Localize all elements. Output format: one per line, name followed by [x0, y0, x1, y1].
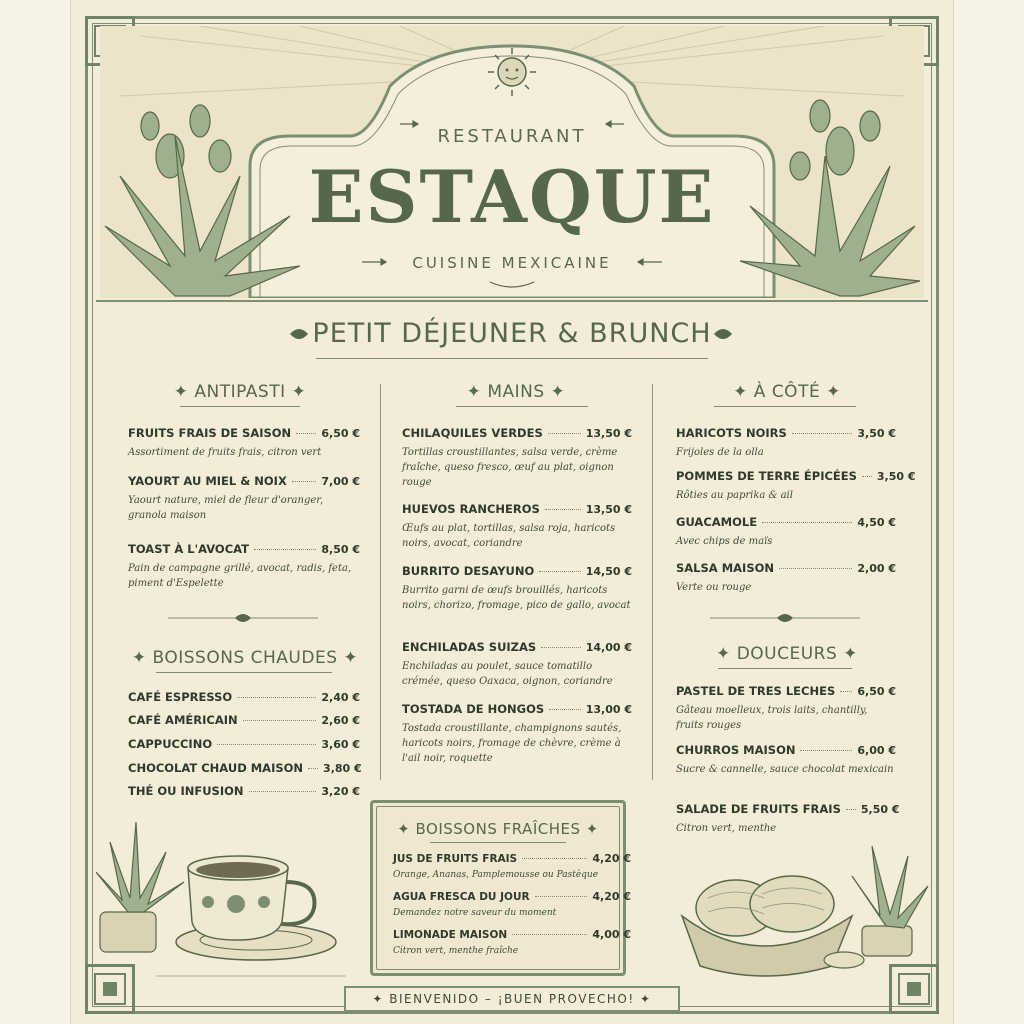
menu-item: [128, 474, 360, 523]
menu-header: [100, 26, 924, 298]
column-divider: [652, 384, 653, 780]
item-description: Demandez notre saveur du moment: [393, 908, 557, 918]
item-description: Burrito garni de œufs brouillés, haricots noirs, chorizo, fromage, pico de gallo, avocat: [402, 585, 631, 611]
item-price: 4,00 €: [592, 928, 631, 941]
item-name: CHURROS MAISON: [676, 743, 796, 757]
item-name: TOSTADA DE HONGOS: [402, 702, 545, 716]
item-name: HUEVOS RANCHEROS: [402, 502, 540, 516]
menu-item: [393, 852, 631, 883]
item-price: 4,20 €: [592, 852, 631, 865]
item-description: Rôties au paprika & ail: [676, 490, 793, 501]
item-price: 5,50 €: [860, 803, 900, 816]
section-rule: [714, 406, 856, 407]
item-name: SALADE DE FRUITS FRAIS: [676, 802, 841, 816]
footer-greeting: ✦ BIENVENIDO – ¡BUEN PROVECHO! ✦: [344, 986, 680, 1012]
coffee-cup-illustration: [96, 812, 356, 984]
menu-item: [676, 743, 896, 777]
section-rule: [156, 672, 332, 673]
menu-item: [128, 784, 360, 798]
cuisine-subtitle: CUISINE MEXICAINE: [412, 254, 612, 272]
item-price: 6,50 €: [857, 685, 896, 698]
menu-item: [676, 561, 896, 595]
menu-item: [128, 542, 360, 591]
item-price: 14,50 €: [585, 565, 632, 578]
section-rule: [718, 668, 852, 669]
item-price: 14,00 €: [585, 641, 632, 654]
item-price: 3,50 €: [857, 427, 896, 440]
divider-ornament-icon: [710, 610, 860, 626]
section-title-antipasti: ✦ ANTIPASTI ✦: [173, 382, 307, 402]
section-title-a-cote: ✦ À CÔTÉ ✦: [733, 382, 841, 402]
section-rule: [456, 406, 588, 407]
column-divider: [380, 384, 381, 780]
item-name: CHOCOLAT CHAUD MAISON: [128, 761, 304, 775]
item-price: 2,00 €: [857, 562, 896, 575]
item-description: Avec chips de maïs: [676, 536, 773, 547]
item-price: 6,00 €: [857, 744, 896, 757]
item-price: 4,20 €: [592, 890, 631, 903]
item-name: FRUITS FRAIS DE SAISON: [128, 426, 292, 440]
agave-icon: [852, 846, 928, 956]
item-name: AGUA FRESCA DU JOUR: [393, 891, 530, 903]
section-title-mains: ✦ MAINS ✦: [466, 382, 566, 402]
item-description: Tostada croustillante, champignons sautés, haricots noirs, fromage de chèvre, crème à l'ail noir, roquette: [402, 723, 622, 764]
menu-title: PETIT DÉJEUNER & BRUNCH: [312, 318, 712, 349]
item-description: Frijoles de la olla: [676, 447, 764, 458]
section-title-douceurs: ✦ DOUCEURS ✦: [716, 644, 858, 664]
item-name: SALSA MAISON: [676, 561, 775, 575]
item-price: 13,50 €: [585, 503, 632, 516]
agave-icon: [96, 822, 184, 952]
item-price: 13,00 €: [585, 703, 632, 716]
item-price: 2,60 €: [321, 714, 360, 727]
item-price: 3,80 €: [323, 762, 362, 775]
menu-item: [402, 702, 632, 766]
item-description: Orange, Ananas, Pamplemousse ou Pastèque: [393, 870, 599, 880]
item-name: LIMONADE MAISON: [393, 929, 508, 941]
menu-item: [676, 515, 896, 549]
item-description: Yaourt nature, miel de fleur d'oranger, granola maison: [128, 495, 324, 521]
item-name: TOAST À L'AVOCAT: [128, 542, 249, 556]
menu-item: [402, 640, 632, 689]
item-name: HARICOTS NOIRS: [676, 426, 787, 440]
item-description: Œufs au plat, tortillas, salsa roja, haricots noirs, avocat, coriandre: [402, 523, 616, 549]
menu-item: [128, 761, 360, 775]
menu-item: [402, 502, 632, 551]
section-title-boissons-chaudes: ✦ BOISSONS CHAUDES ✦: [131, 648, 359, 668]
divider-ornament-icon: [168, 610, 318, 626]
item-name: YAOURT AU MIEL & NOIX: [128, 474, 287, 488]
item-price: 7,00 €: [321, 475, 360, 488]
item-price: 2,40 €: [321, 691, 360, 704]
item-price: 3,20 €: [321, 785, 360, 798]
item-price: 13,50 €: [585, 427, 632, 440]
menu-item: [402, 426, 632, 490]
restaurant-label: RESTAURANT: [437, 126, 587, 147]
item-name: POMMES DE TERRE ÉPICÉES: [676, 469, 857, 483]
menu-item: [128, 426, 360, 460]
item-name: BURRITO DESAYUNO: [402, 564, 535, 578]
menu-item: [402, 564, 632, 613]
item-description: Citron vert, menthe fraîche: [393, 946, 519, 956]
title-rule: [316, 358, 708, 359]
menu-item: [676, 802, 900, 836]
menu-item: [393, 928, 631, 959]
item-price: 3,50 €: [876, 470, 916, 483]
item-price: 8,50 €: [321, 543, 360, 556]
menu-item: [128, 737, 360, 751]
item-name: JUS DE FRUITS FRAIS: [393, 853, 518, 865]
item-name: CAFÉ AMÉRICAIN: [128, 713, 238, 727]
section-rule: [180, 406, 300, 407]
menu-item: [676, 684, 896, 733]
menu-item: [676, 469, 916, 503]
menu-item: [676, 426, 896, 460]
menu-item: [128, 713, 360, 727]
item-description: Tortillas croustillantes, salsa verde, crème fraîche, queso fresco, œuf au plat, oignon rouge: [402, 447, 618, 488]
item-description: Pain de campagne grillé, avocat, radis, feta, piment d'Espelette: [128, 563, 352, 589]
section-title-boissons-fraiches: ✦ BOISSONS FRAÎCHES ✦: [397, 820, 599, 838]
item-description: Enchiladas au poulet, sauce tomatillo crémée, queso Oaxaca, oignon, coriandre: [402, 661, 613, 687]
item-description: Gâteau moelleux, trois laits, chantilly, fruits rouges: [676, 705, 868, 731]
item-price: 3,60 €: [321, 738, 360, 751]
item-name: PASTEL DE TRES LECHES: [676, 684, 836, 698]
menu-item: [393, 890, 631, 921]
bread-basket-illustration: [672, 836, 930, 984]
menu-item: [128, 690, 360, 704]
item-description: Sucre & cannelle, sauce chocolat mexicain: [676, 764, 894, 775]
item-description: Verte ou rouge: [676, 582, 752, 593]
item-description: Citron vert, menthe: [676, 823, 777, 834]
section-rule: [430, 842, 566, 843]
item-name: THÉ OU INFUSION: [128, 784, 244, 798]
leaf-ornament-icon: [712, 324, 734, 344]
item-name: CAPPUCCINO: [128, 737, 213, 751]
item-description: Assortiment de fruits frais, citron vert: [128, 447, 322, 458]
leaf-ornament-icon: [288, 324, 310, 344]
item-name: GUACAMOLE: [676, 515, 758, 529]
item-name: ENCHILADAS SUIZAS: [402, 640, 537, 654]
restaurant-name: ESTAQUE: [308, 154, 716, 239]
item-name: CHILAQUILES VERDES: [402, 426, 543, 440]
item-price: 6,50 €: [321, 427, 360, 440]
item-name: CAFÉ ESPRESSO: [128, 690, 233, 704]
item-price: 4,50 €: [857, 516, 896, 529]
